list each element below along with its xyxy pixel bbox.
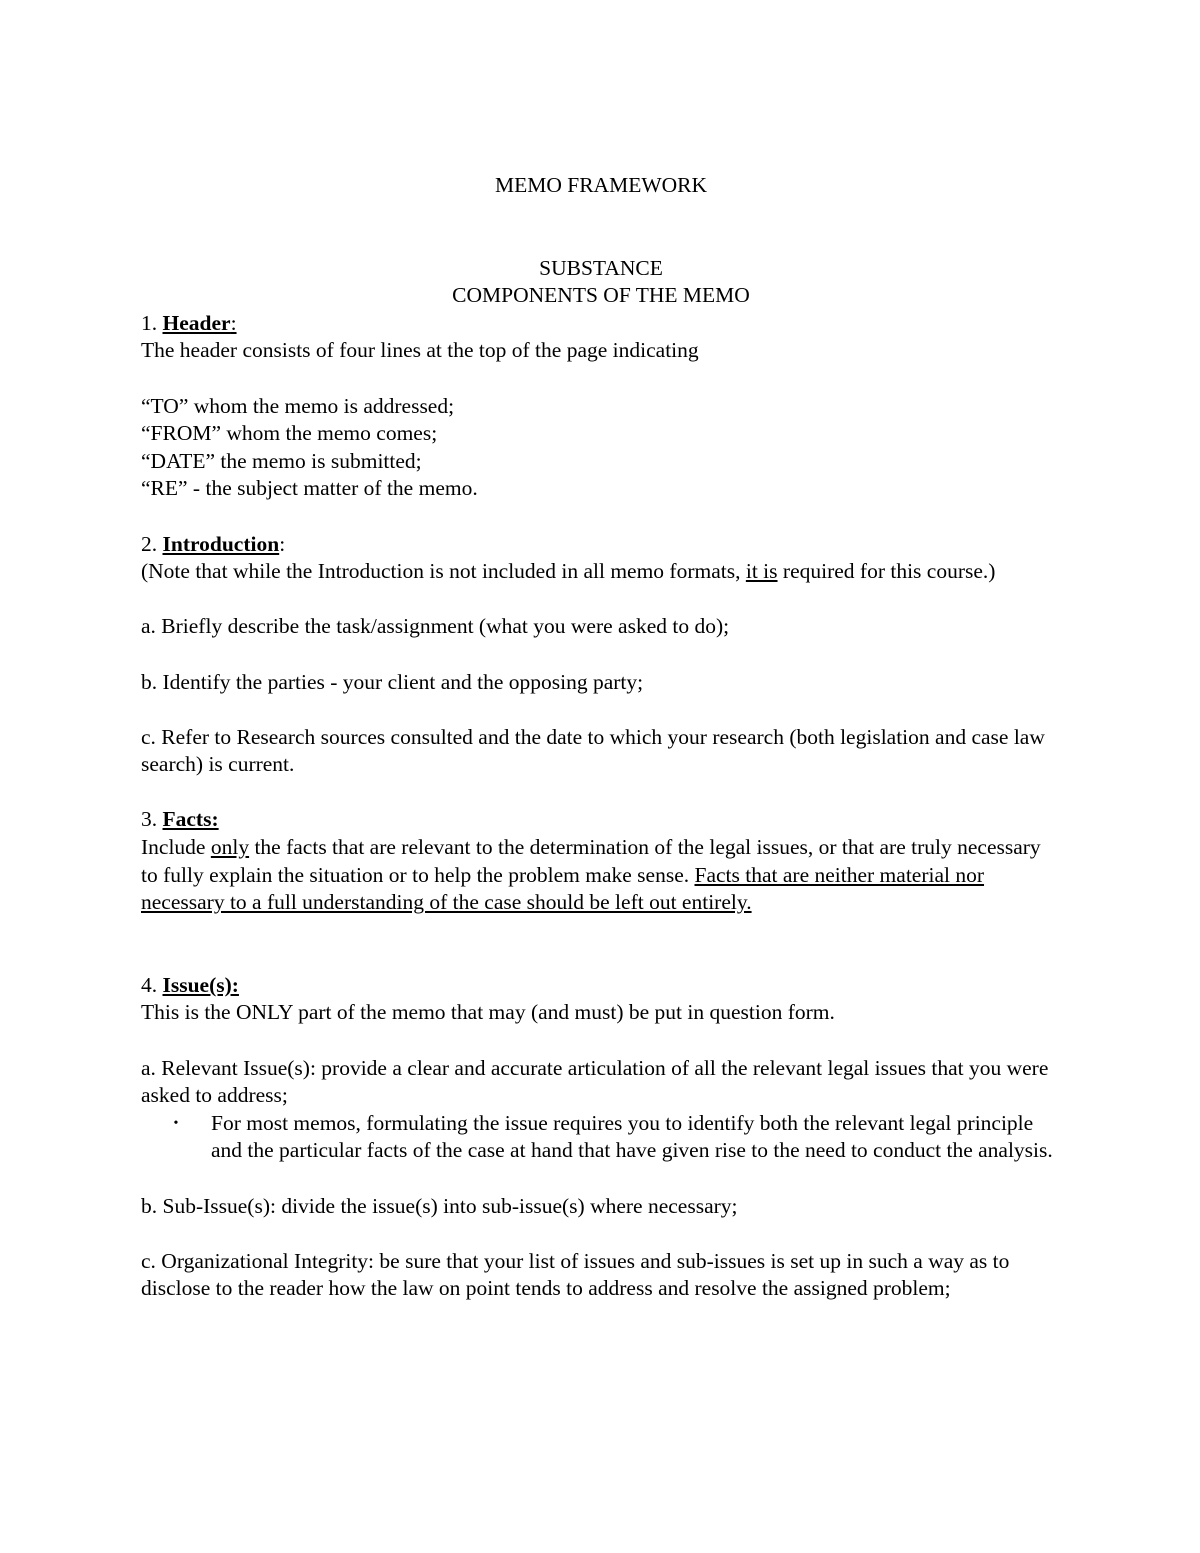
document-subtitle-substance: SUBSTANCE: [539, 255, 663, 280]
section-number: 4.: [141, 972, 163, 997]
note-text: required for this course.): [777, 559, 996, 584]
facts-emphasis: Facts that are neither material nor necessary to a full understanding of the case should be left out entirely.: [141, 862, 985, 915]
section-title: Facts:: [162, 807, 219, 832]
note-text: (Note that while the Introduction is not included in all memo formats,: [141, 559, 746, 584]
issues-item-a: a. Relevant Issue(s): provide a clear and accurate articulation of all the relevant legal issues that you were asked to address;: [141, 1055, 1049, 1108]
bullet-text: For most memos, formulating the issue requires you to identify both the relevant legal principle and the particular facts of the case at hand that have given rise to the need to conduct the analysis.: [211, 1110, 1053, 1163]
issues-item-b: b. Sub-Issue(s): divide the issue(s) into sub-issue(s) where necessary;: [141, 1193, 738, 1218]
section-number: 3.: [141, 807, 163, 832]
facts-paragraph: [141, 834, 1061, 917]
header-line-re: “RE” - the subject matter of the memo.: [141, 476, 478, 501]
issues-intro: This is the ONLY part of the memo that may (and must) be put in question form.: [141, 1000, 835, 1025]
issues-bullet: [141, 1110, 1061, 1165]
introduction-item-c: c. Refer to Research sources consulted and the date to which your research (both legislation and case law search) is current.: [141, 724, 1045, 777]
note-emphasis: it is: [745, 559, 778, 584]
introduction-item-b: b. Identify the parties - your client and the opposing party;: [141, 669, 644, 694]
section-title: Issue(s):: [162, 972, 239, 997]
introduction-note: [141, 558, 1061, 586]
header-line-from: “FROM” whom the memo comes;: [141, 421, 438, 446]
section-title-suffix: :: [230, 310, 237, 335]
section-title: Header: [162, 310, 231, 335]
header-line-date: “DATE” the memo is submitted;: [141, 448, 422, 473]
section-title-suffix: :: [279, 531, 286, 556]
section-number: 2.: [141, 531, 163, 556]
section-facts-heading: [141, 806, 1061, 834]
introduction-item-a: a. Briefly describe the task/assignment (what you were asked to do);: [141, 614, 730, 639]
header-line-to: “TO” whom the memo is addressed;: [141, 393, 455, 418]
issues-item-c: c. Organizational Integrity: be sure that your list of issues and sub-issues is set up in such a way as to disclose to the reader how the law on point tends to address and resolve the assigned problem;: [141, 1248, 1010, 1301]
document-title: MEMO FRAMEWORK: [494, 173, 708, 197]
section-introduction-heading: [141, 531, 1061, 559]
facts-emphasis: only: [210, 835, 250, 860]
bullet-icon: •: [173, 1115, 179, 1131]
section-title: Introduction: [162, 531, 280, 556]
section-header-heading: [141, 310, 1061, 338]
section-issues-heading: [141, 972, 1061, 1000]
section-header-intro: The header consists of four lines at the top of the page indicating: [141, 338, 699, 363]
facts-text: the facts that are relevant to the determination of the legal issues, or that are truly necessary to fully explain the situation or to help the problem make sense.: [141, 835, 1041, 887]
document-page: [141, 172, 1061, 1303]
document-subtitle-components: COMPONENTS OF THE MEMO: [452, 283, 750, 308]
section-number: 1.: [141, 310, 163, 335]
facts-text: Include: [141, 835, 211, 860]
